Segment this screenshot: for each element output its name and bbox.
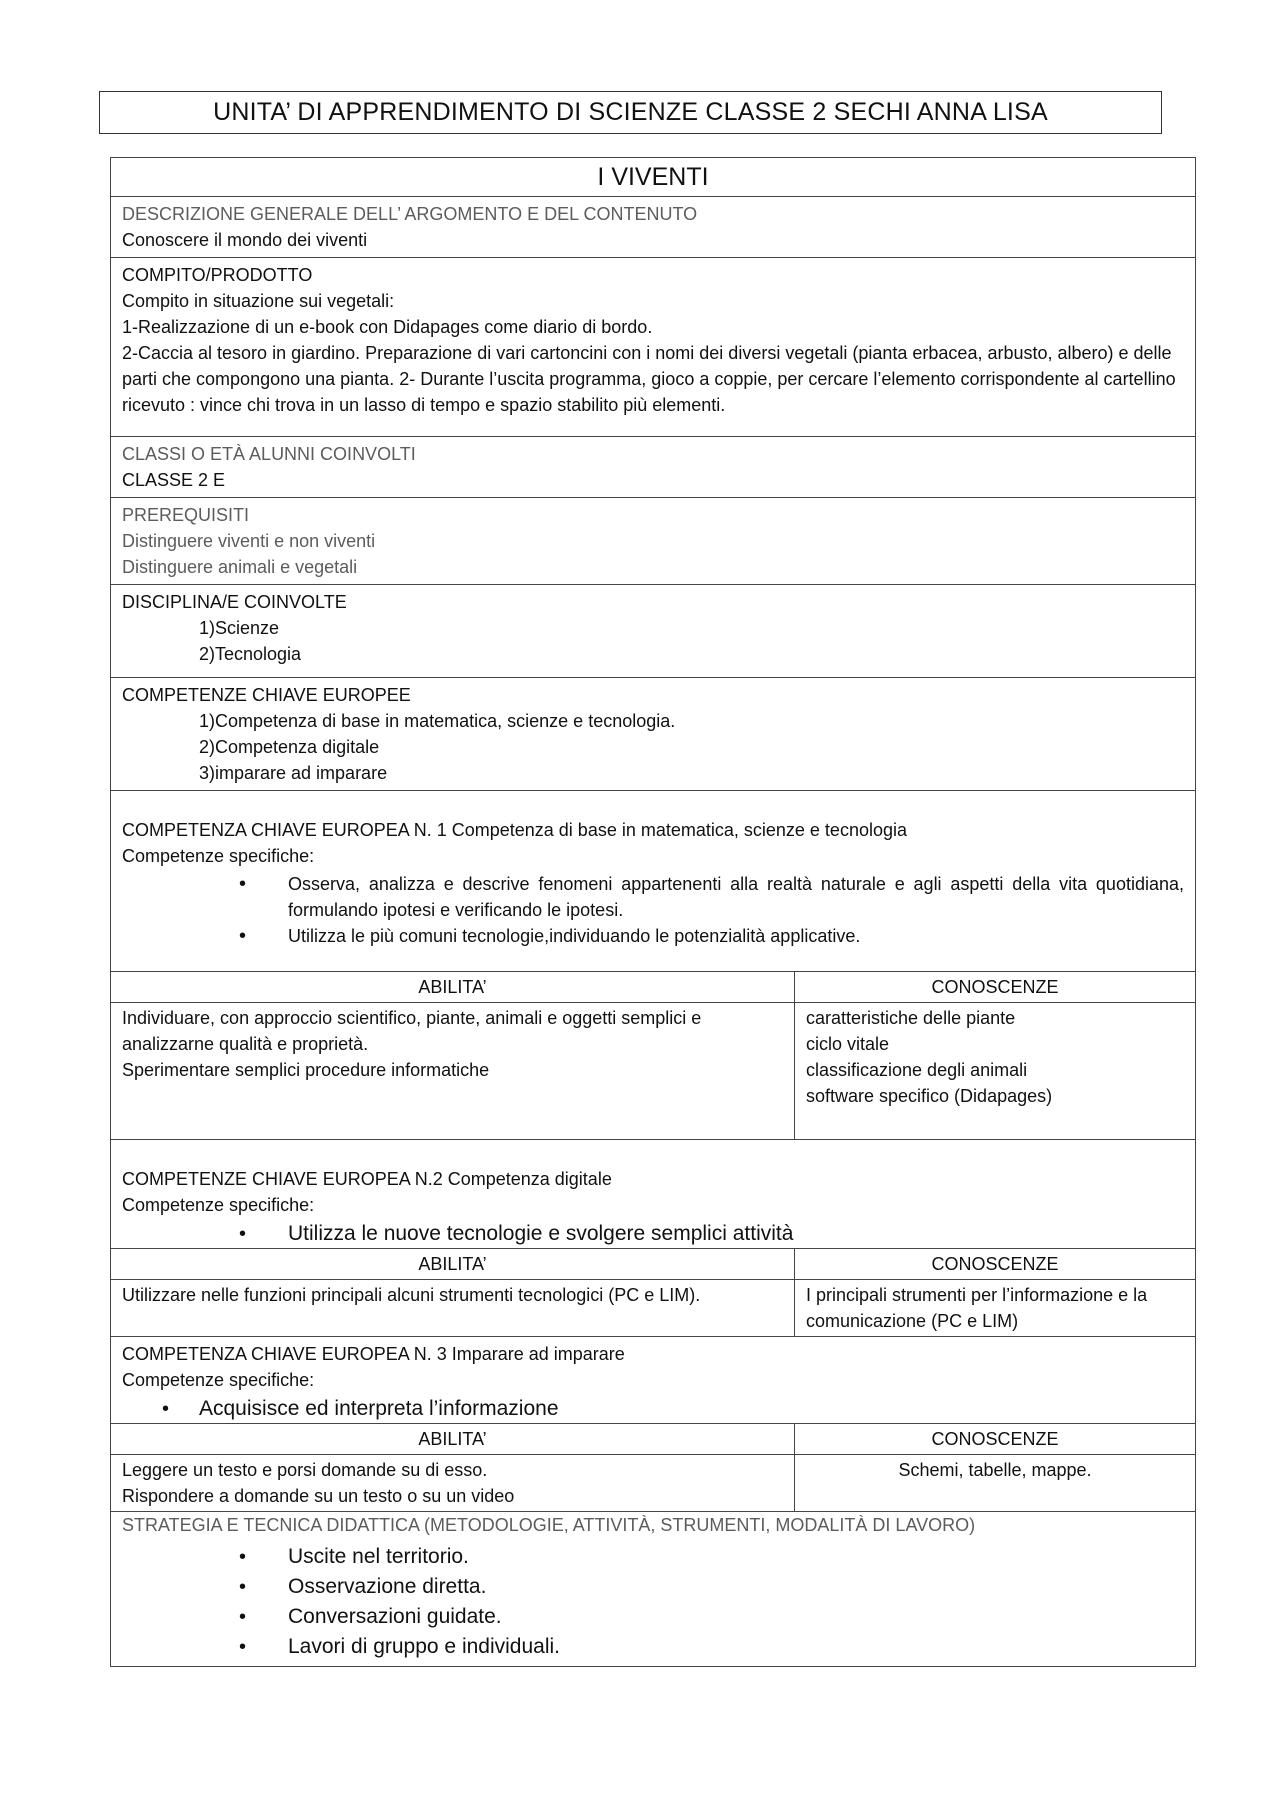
list-item: • Acquisisce ed interpreta l’informazione bbox=[122, 1395, 1184, 1423]
comp1-title: COMPETENZA CHIAVE EUROPEA N. 1 Competenza di base in matematica, scienze e tecnologia bbox=[122, 820, 907, 840]
comp2-sub: Competenze specifiche: bbox=[122, 1195, 315, 1215]
abilita-cell bbox=[111, 1003, 795, 1139]
prerequisiti-label: PREREQUISITI bbox=[122, 505, 250, 525]
conoscenze-header: CONOSCENZE bbox=[931, 1254, 1059, 1274]
compito-line: 1-Realizzazione di un e-book con Didapages come diario di bordo. bbox=[122, 317, 653, 337]
conoscenze-line: software specifico (Didapages) bbox=[806, 1086, 1053, 1106]
page-title: UNITA’ DI APPRENDIMENTO DI SCIENZE CLASSE 2 SECHI ANNA LISA bbox=[99, 91, 1162, 134]
section-comp1 bbox=[111, 791, 1195, 972]
section-discipline bbox=[111, 585, 1195, 678]
abilita-line: Sperimentare semplici procedure informatiche bbox=[122, 1060, 490, 1080]
bullet-icon: • bbox=[239, 873, 247, 895]
prerequisiti-line: Distinguere animali e vegetali bbox=[122, 557, 358, 577]
conoscenze-cell bbox=[795, 1280, 1195, 1336]
comp2-bullets bbox=[122, 1220, 1184, 1248]
abilita-header: ABILITA’ bbox=[111, 972, 795, 1002]
compito-label: COMPITO/PRODOTTO bbox=[122, 265, 313, 285]
list-item: • Conversazioni guidate. bbox=[122, 1602, 1184, 1632]
comp2-title: COMPETENZE CHIAVE EUROPEA N.2 Competenza digitale bbox=[122, 1169, 612, 1189]
discipline-item: 2)Tecnologia bbox=[199, 644, 302, 664]
comp1-header-row bbox=[111, 972, 1195, 1003]
list-item: • Osservazione diretta. bbox=[122, 1572, 1184, 1602]
conoscenze-line: classificazione degli animali bbox=[806, 1060, 1028, 1080]
bullet-icon: • bbox=[162, 1398, 170, 1420]
bullet-icon: • bbox=[239, 1546, 247, 1568]
descrizione-label: DESCRIZIONE GENERALE DELL’ ARGOMENTO E DEL CONTENUTO bbox=[122, 204, 698, 224]
compito-line: Compito in situazione sui vegetali: bbox=[122, 291, 395, 311]
table-title: I VIVENTI bbox=[111, 158, 1195, 197]
prerequisiti-line: Distinguere viventi e non viventi bbox=[122, 531, 376, 551]
abilita-line: Leggere un testo e porsi domande su di esso. bbox=[122, 1460, 488, 1480]
classi-text: CLASSE 2 E bbox=[122, 470, 226, 490]
bullet-icon: • bbox=[239, 1636, 247, 1658]
section-comp2 bbox=[111, 1140, 1195, 1249]
discipline-item: 1)Scienze bbox=[199, 618, 280, 638]
list-item: • Uscite nel territorio. bbox=[122, 1542, 1184, 1572]
list-item: • Lavori di gruppo e individuali. bbox=[122, 1632, 1184, 1662]
comp2-header-row bbox=[111, 1249, 1195, 1280]
abilita-line: Individuare, con approccio scientifico, piante, animali e oggetti semplici e analizzarne qualità e proprietà. bbox=[122, 1008, 702, 1054]
bullet-icon: • bbox=[239, 1576, 247, 1598]
bullet-icon: • bbox=[239, 925, 247, 947]
comp3-title: COMPETENZA CHIAVE EUROPEA N. 3 Imparare ad imparare bbox=[122, 1344, 625, 1364]
comp1-sub: Competenze specifiche: bbox=[122, 846, 315, 866]
strategia-label: STRATEGIA E TECNICA DIDATTICA (METODOLOGIE, ATTIVITÀ, STRUMENTI, MODALITÀ DI LAVORO) bbox=[122, 1515, 976, 1535]
abilita-cell bbox=[111, 1280, 795, 1336]
section-compito bbox=[111, 258, 1195, 437]
conoscenze-line: I principali strumenti per l’informazione e la comunicazione (PC e LIM) bbox=[806, 1285, 1148, 1331]
abilita-line: Rispondere a domande su un testo o su un video bbox=[122, 1486, 515, 1506]
comp1-bullets bbox=[122, 871, 1184, 949]
descrizione-text: Conoscere il mondo dei viventi bbox=[122, 230, 368, 250]
abilita-cell bbox=[111, 1455, 795, 1511]
abilita-line: Utilizzare nelle funzioni principali alcuni strumenti tecnologici (PC e LIM). bbox=[122, 1285, 701, 1305]
classi-label: CLASSI O ETÀ ALUNNI COINVOLTI bbox=[122, 444, 416, 464]
comp1-content-row bbox=[111, 1003, 1195, 1140]
list-item: • Utilizza le nuove tecnologie e svolgere semplici attività bbox=[122, 1220, 1184, 1248]
conoscenze-cell bbox=[795, 1003, 1195, 1139]
bullet-icon: • bbox=[239, 1223, 247, 1245]
discipline-label: DISCIPLINA/E COINVOLTE bbox=[122, 592, 347, 612]
section-competenze-chiave bbox=[111, 678, 1195, 791]
bullet-icon: • bbox=[239, 1606, 247, 1628]
list-item: • Utilizza le più comuni tecnologie,individuando le potenzialità applicative. bbox=[239, 925, 861, 947]
compito-line: 2-Caccia al tesoro in giardino. Preparazione di vari cartoncini con i nomi dei diversi vegetali (pianta erbacea, arbusto, albero) e delle parti che compongono una pianta. 2- Durante l’uscita programma, gioco a coppie, per cercare l’elemento corrispondente al cartellino ricevuto : vince chi trova in un lasso di tempo e spazio stabilito più elementi. bbox=[122, 343, 1176, 415]
conoscenze-header: CONOSCENZE bbox=[931, 1429, 1059, 1449]
competenze-chiave-label: COMPETENZE CHIAVE EUROPEE bbox=[122, 685, 411, 705]
conoscenze-cell bbox=[795, 1455, 1195, 1511]
section-classi bbox=[111, 437, 1195, 498]
comp3-header-row bbox=[111, 1424, 1195, 1455]
conoscenze-line: Schemi, tabelle, mappe. bbox=[898, 1460, 1092, 1480]
competenze-chiave-item: 2)Competenza digitale bbox=[199, 737, 380, 757]
section-strategia bbox=[111, 1512, 1195, 1666]
comp3-content-row bbox=[111, 1455, 1195, 1512]
section-comp3 bbox=[111, 1337, 1195, 1424]
conoscenze-line: caratteristiche delle piante bbox=[806, 1008, 1016, 1028]
conoscenze-header: CONOSCENZE bbox=[931, 977, 1059, 997]
strategia-bullets bbox=[122, 1542, 1184, 1662]
unit-table bbox=[110, 157, 1196, 1667]
comp3-bullets bbox=[122, 1395, 1184, 1423]
abilita-header: ABILITA’ bbox=[111, 1249, 795, 1279]
conoscenze-line: ciclo vitale bbox=[806, 1034, 890, 1054]
competenze-chiave-item: 3)imparare ad imparare bbox=[199, 763, 388, 783]
list-item: • Osserva, analizza e descrive fenomeni appartenenti alla realtà naturale e agli aspetti della vita quotidiana, formulando ipotesi e verificando le ipotesi. bbox=[239, 873, 1184, 920]
section-descrizione bbox=[111, 197, 1195, 258]
section-prerequisiti bbox=[111, 498, 1195, 585]
comp2-content-row bbox=[111, 1280, 1195, 1337]
competenze-chiave-item: 1)Competenza di base in matematica, scienze e tecnologia. bbox=[199, 711, 676, 731]
abilita-header: ABILITA’ bbox=[111, 1424, 795, 1454]
comp3-sub: Competenze specifiche: bbox=[122, 1370, 315, 1390]
